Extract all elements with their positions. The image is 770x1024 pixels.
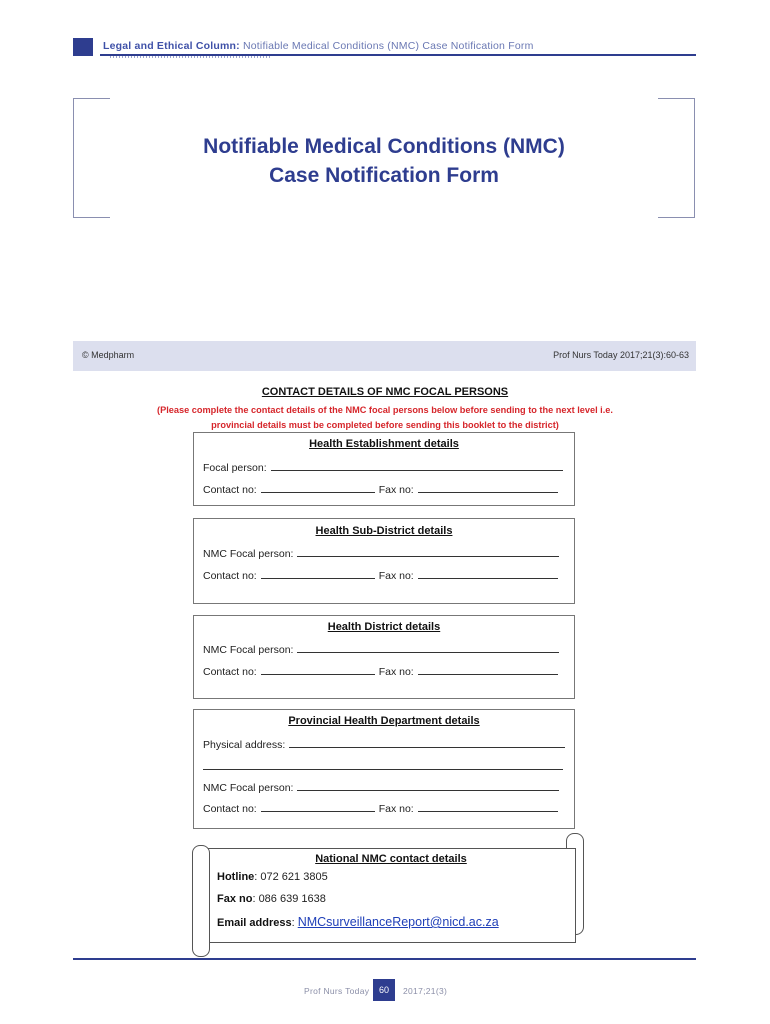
focal-person-row <box>203 461 563 474</box>
contact-no-label: Contact no: <box>203 666 257 678</box>
focal-person-label: NMC Focal person: <box>203 782 294 794</box>
contact-no-field[interactable] <box>261 483 375 493</box>
focal-person-row <box>203 643 559 656</box>
contact-no-label: Contact no: <box>203 484 257 496</box>
header-color-block <box>73 38 93 56</box>
fax-no-field[interactable] <box>418 483 558 493</box>
contact-no-field[interactable] <box>261 569 375 579</box>
focal-person-label: NMC Focal person: <box>203 548 294 560</box>
focal-person-label: Focal person: <box>203 462 267 474</box>
provincial-health-box <box>193 709 575 829</box>
address-row <box>203 738 565 751</box>
copyright-text: © Medpharm <box>82 350 135 360</box>
page-number: 60 <box>373 979 395 1001</box>
focal-person-field[interactable] <box>297 781 559 791</box>
fax-value: : 086 639 1638 <box>252 893 326 905</box>
box-title: Health District details <box>327 621 441 633</box>
title-line-1: Notifiable Medical Conditions (NMC) <box>203 135 565 158</box>
header-dotted-rule <box>110 56 270 58</box>
fax-label: Fax no <box>217 893 253 905</box>
footer-issue: 2017;21(3) <box>403 986 448 996</box>
contact-no-field[interactable] <box>261 802 375 812</box>
title-bracket-right <box>658 98 695 218</box>
focal-person-field[interactable] <box>297 643 559 653</box>
fax-no-field[interactable] <box>418 665 558 675</box>
health-district-box <box>193 615 575 699</box>
email-separator: : <box>291 917 295 929</box>
health-establishment-box <box>193 432 575 506</box>
address-field-line-2[interactable] <box>203 760 563 770</box>
contact-no-field[interactable] <box>261 665 375 675</box>
box-title: Health Sub-District details <box>315 525 453 537</box>
column-label: Legal and Ethical Column: <box>103 40 240 52</box>
column-title: Notifiable Medical Conditions (NMC) Case Notification Form <box>242 40 534 52</box>
footer-journal: Prof Nurs Today <box>304 986 370 996</box>
address-label: Physical address: <box>203 739 286 751</box>
national-contact-title: National NMC contact details <box>315 853 467 865</box>
fax-no-field[interactable] <box>418 802 558 812</box>
fax-no-label: Fax no: <box>378 666 414 678</box>
running-header <box>103 40 534 52</box>
hotline-row <box>217 871 328 883</box>
instruction-note <box>110 403 660 433</box>
fax-no-label: Fax no: <box>378 570 414 582</box>
title-line-2: Case Notification Form <box>269 164 499 187</box>
focal-person-field[interactable] <box>271 461 563 471</box>
journal-citation: Prof Nurs Today 2017;21(3):60-63 <box>553 350 689 360</box>
instruction-note-line-2: provincial details must be completed before sending this booklet to the district) <box>211 420 559 430</box>
contact-row <box>203 802 558 815</box>
focal-person-label: NMC Focal person: <box>203 644 294 656</box>
fax-no-label: Fax no: <box>378 484 414 496</box>
page-title <box>110 132 658 190</box>
hotline-label: Hotline <box>217 871 255 883</box>
box-title: Provincial Health Department details <box>288 715 480 727</box>
hotline-value: : 072 621 3805 <box>254 871 328 883</box>
address-row-2 <box>203 760 563 773</box>
contact-row <box>203 483 558 496</box>
contact-no-label: Contact no: <box>203 570 257 582</box>
contact-section-heading: CONTACT DETAILS OF NMC FOCAL PERSONS <box>261 386 509 398</box>
fax-no-label: Fax no: <box>378 803 414 815</box>
footer-rule <box>73 958 696 960</box>
email-row <box>217 915 499 929</box>
box-title: Health Establishment details <box>309 438 459 450</box>
address-field[interactable] <box>289 738 565 748</box>
contact-no-label: Contact no: <box>203 803 257 815</box>
contact-row <box>203 569 558 582</box>
instruction-note-line-1: (Please complete the contact details of the NMC focal persons below before sending to the next level i.e. <box>157 405 613 415</box>
email-link[interactable]: NMCsurveillanceReport@nicd.ac.za <box>297 915 499 929</box>
focal-person-row <box>203 547 559 560</box>
fax-row <box>217 893 326 905</box>
focal-person-row <box>203 781 559 794</box>
fax-no-field[interactable] <box>418 569 558 579</box>
title-bracket-left <box>73 98 110 218</box>
email-label: Email address <box>217 917 292 929</box>
contact-row <box>203 665 558 678</box>
health-sub-district-box <box>193 518 575 604</box>
focal-person-field[interactable] <box>297 547 559 557</box>
